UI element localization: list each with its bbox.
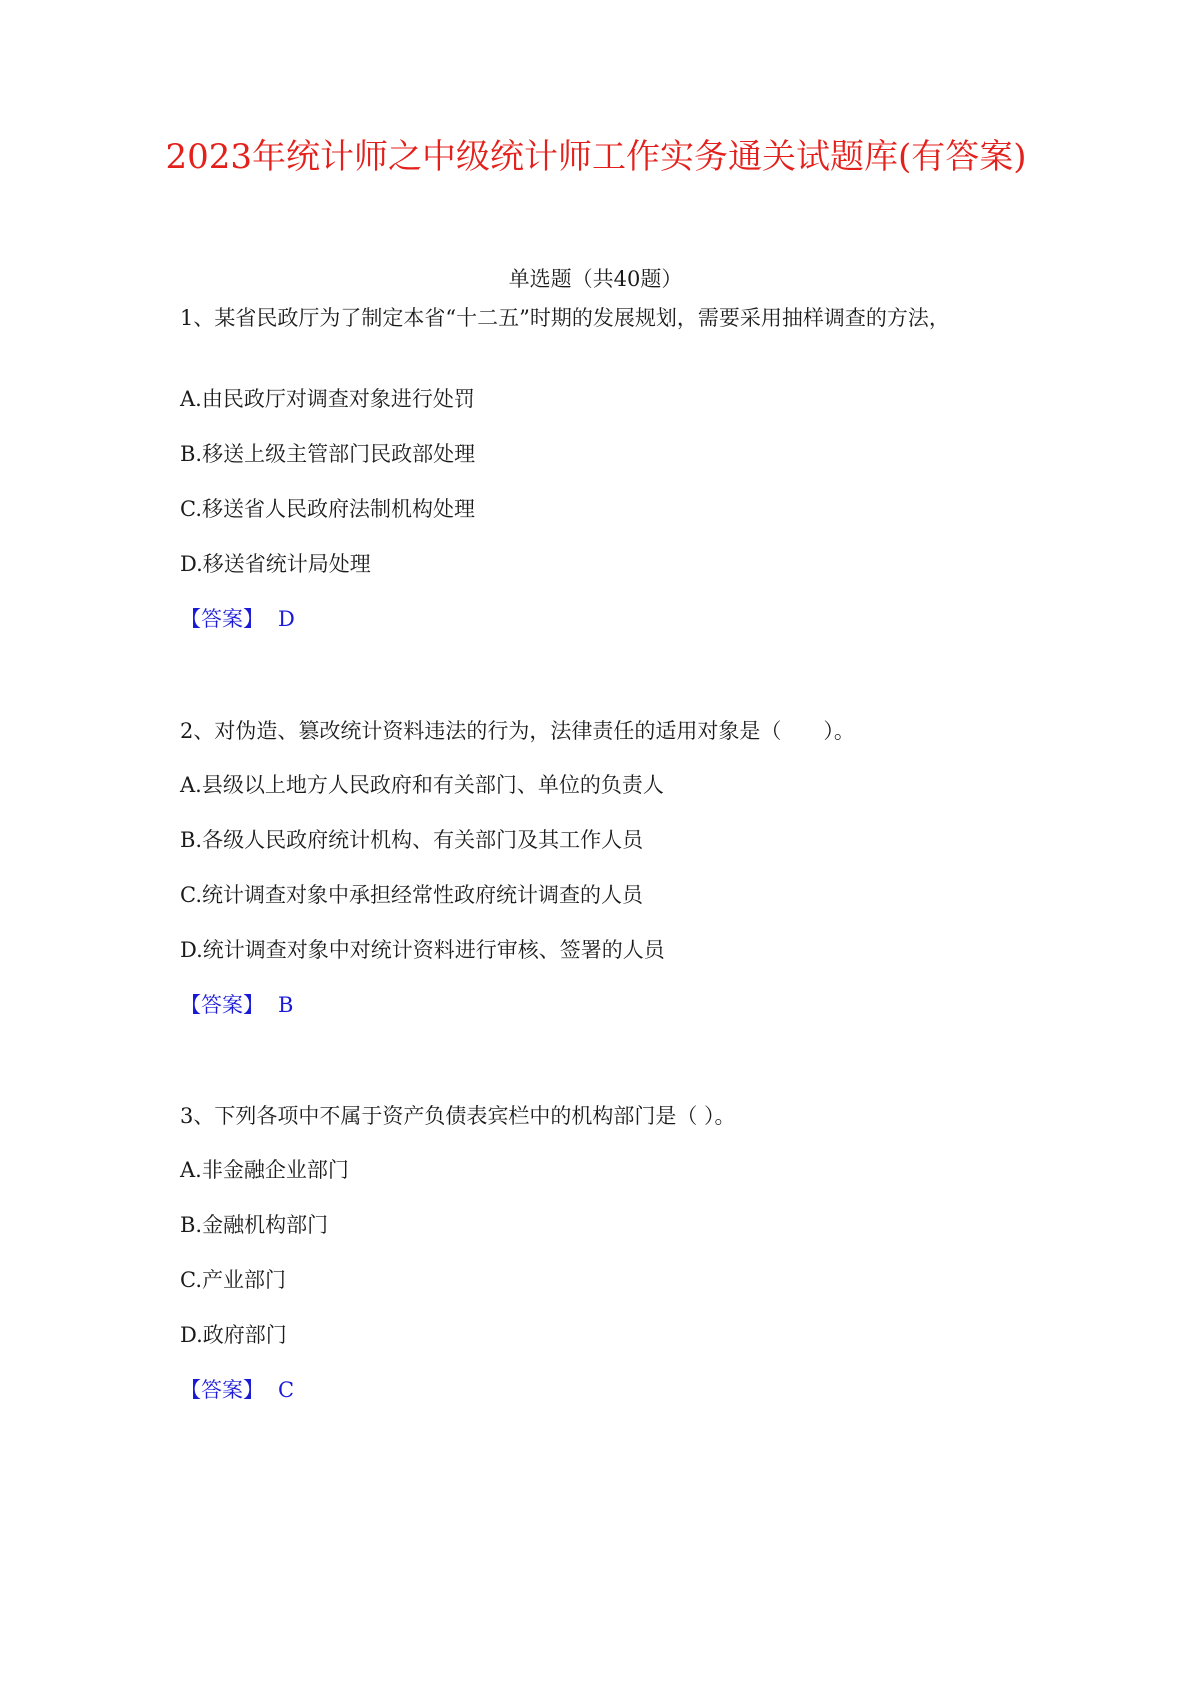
question-3-option-c: C.产业部门 xyxy=(180,1268,286,1292)
question-1-option-d: D.移送省统计局处理 xyxy=(180,552,371,576)
answer-label: 【答案】 xyxy=(180,993,264,1017)
question-3-option-b: B.金融机构部门 xyxy=(180,1213,329,1237)
question-3-stem: 3、下列各项中不属于资产负债表宾栏中的机构部门是（ ）。 xyxy=(180,1104,736,1128)
question-2-option-a: A.县级以上地方人民政府和有关部门、单位的负责人 xyxy=(180,773,664,797)
question-2-option-c: C.统计调查对象中承担经常性政府统计调查的人员 xyxy=(180,883,643,907)
question-3-answer xyxy=(180,1375,294,1405)
question-3-option-a: A.非金融企业部门 xyxy=(180,1158,349,1182)
document-title: 2023年统计师之中级统计师工作实务通关试题库(有答案) xyxy=(165,137,1027,177)
answer-letter: C xyxy=(278,1378,295,1402)
question-2-option-d: D.统计调查对象中对统计资料进行审核、签署的人员 xyxy=(180,938,665,962)
question-1-option-c: C.移送省人民政府法制机构处理 xyxy=(180,497,475,521)
question-1-option-a: A.由民政厅对调查对象进行处罚 xyxy=(180,387,475,411)
answer-letter: B xyxy=(278,993,294,1017)
question-2-answer xyxy=(180,990,293,1020)
answer-letter: D xyxy=(278,607,295,631)
question-1-answer xyxy=(180,604,295,634)
question-3-option-d: D.政府部门 xyxy=(180,1323,287,1347)
section-heading: 单选题（共40题） xyxy=(508,267,683,291)
answer-label: 【答案】 xyxy=(180,607,264,631)
question-1-option-b: B.移送上级主管部门民政部处理 xyxy=(180,442,476,466)
question-2-option-b: B.各级人民政府统计机构、有关部门及其工作人员 xyxy=(180,828,644,852)
question-1-stem: 1、某省民政厅为了制定本省“十二五”时期的发展规划，需要采用抽样调查的方法， xyxy=(180,306,950,330)
answer-label: 【答案】 xyxy=(180,1378,264,1402)
question-2-stem: 2、对伪造、篡改统计资料违法的行为，法律责任的适用对象是（ ）。 xyxy=(180,719,855,743)
